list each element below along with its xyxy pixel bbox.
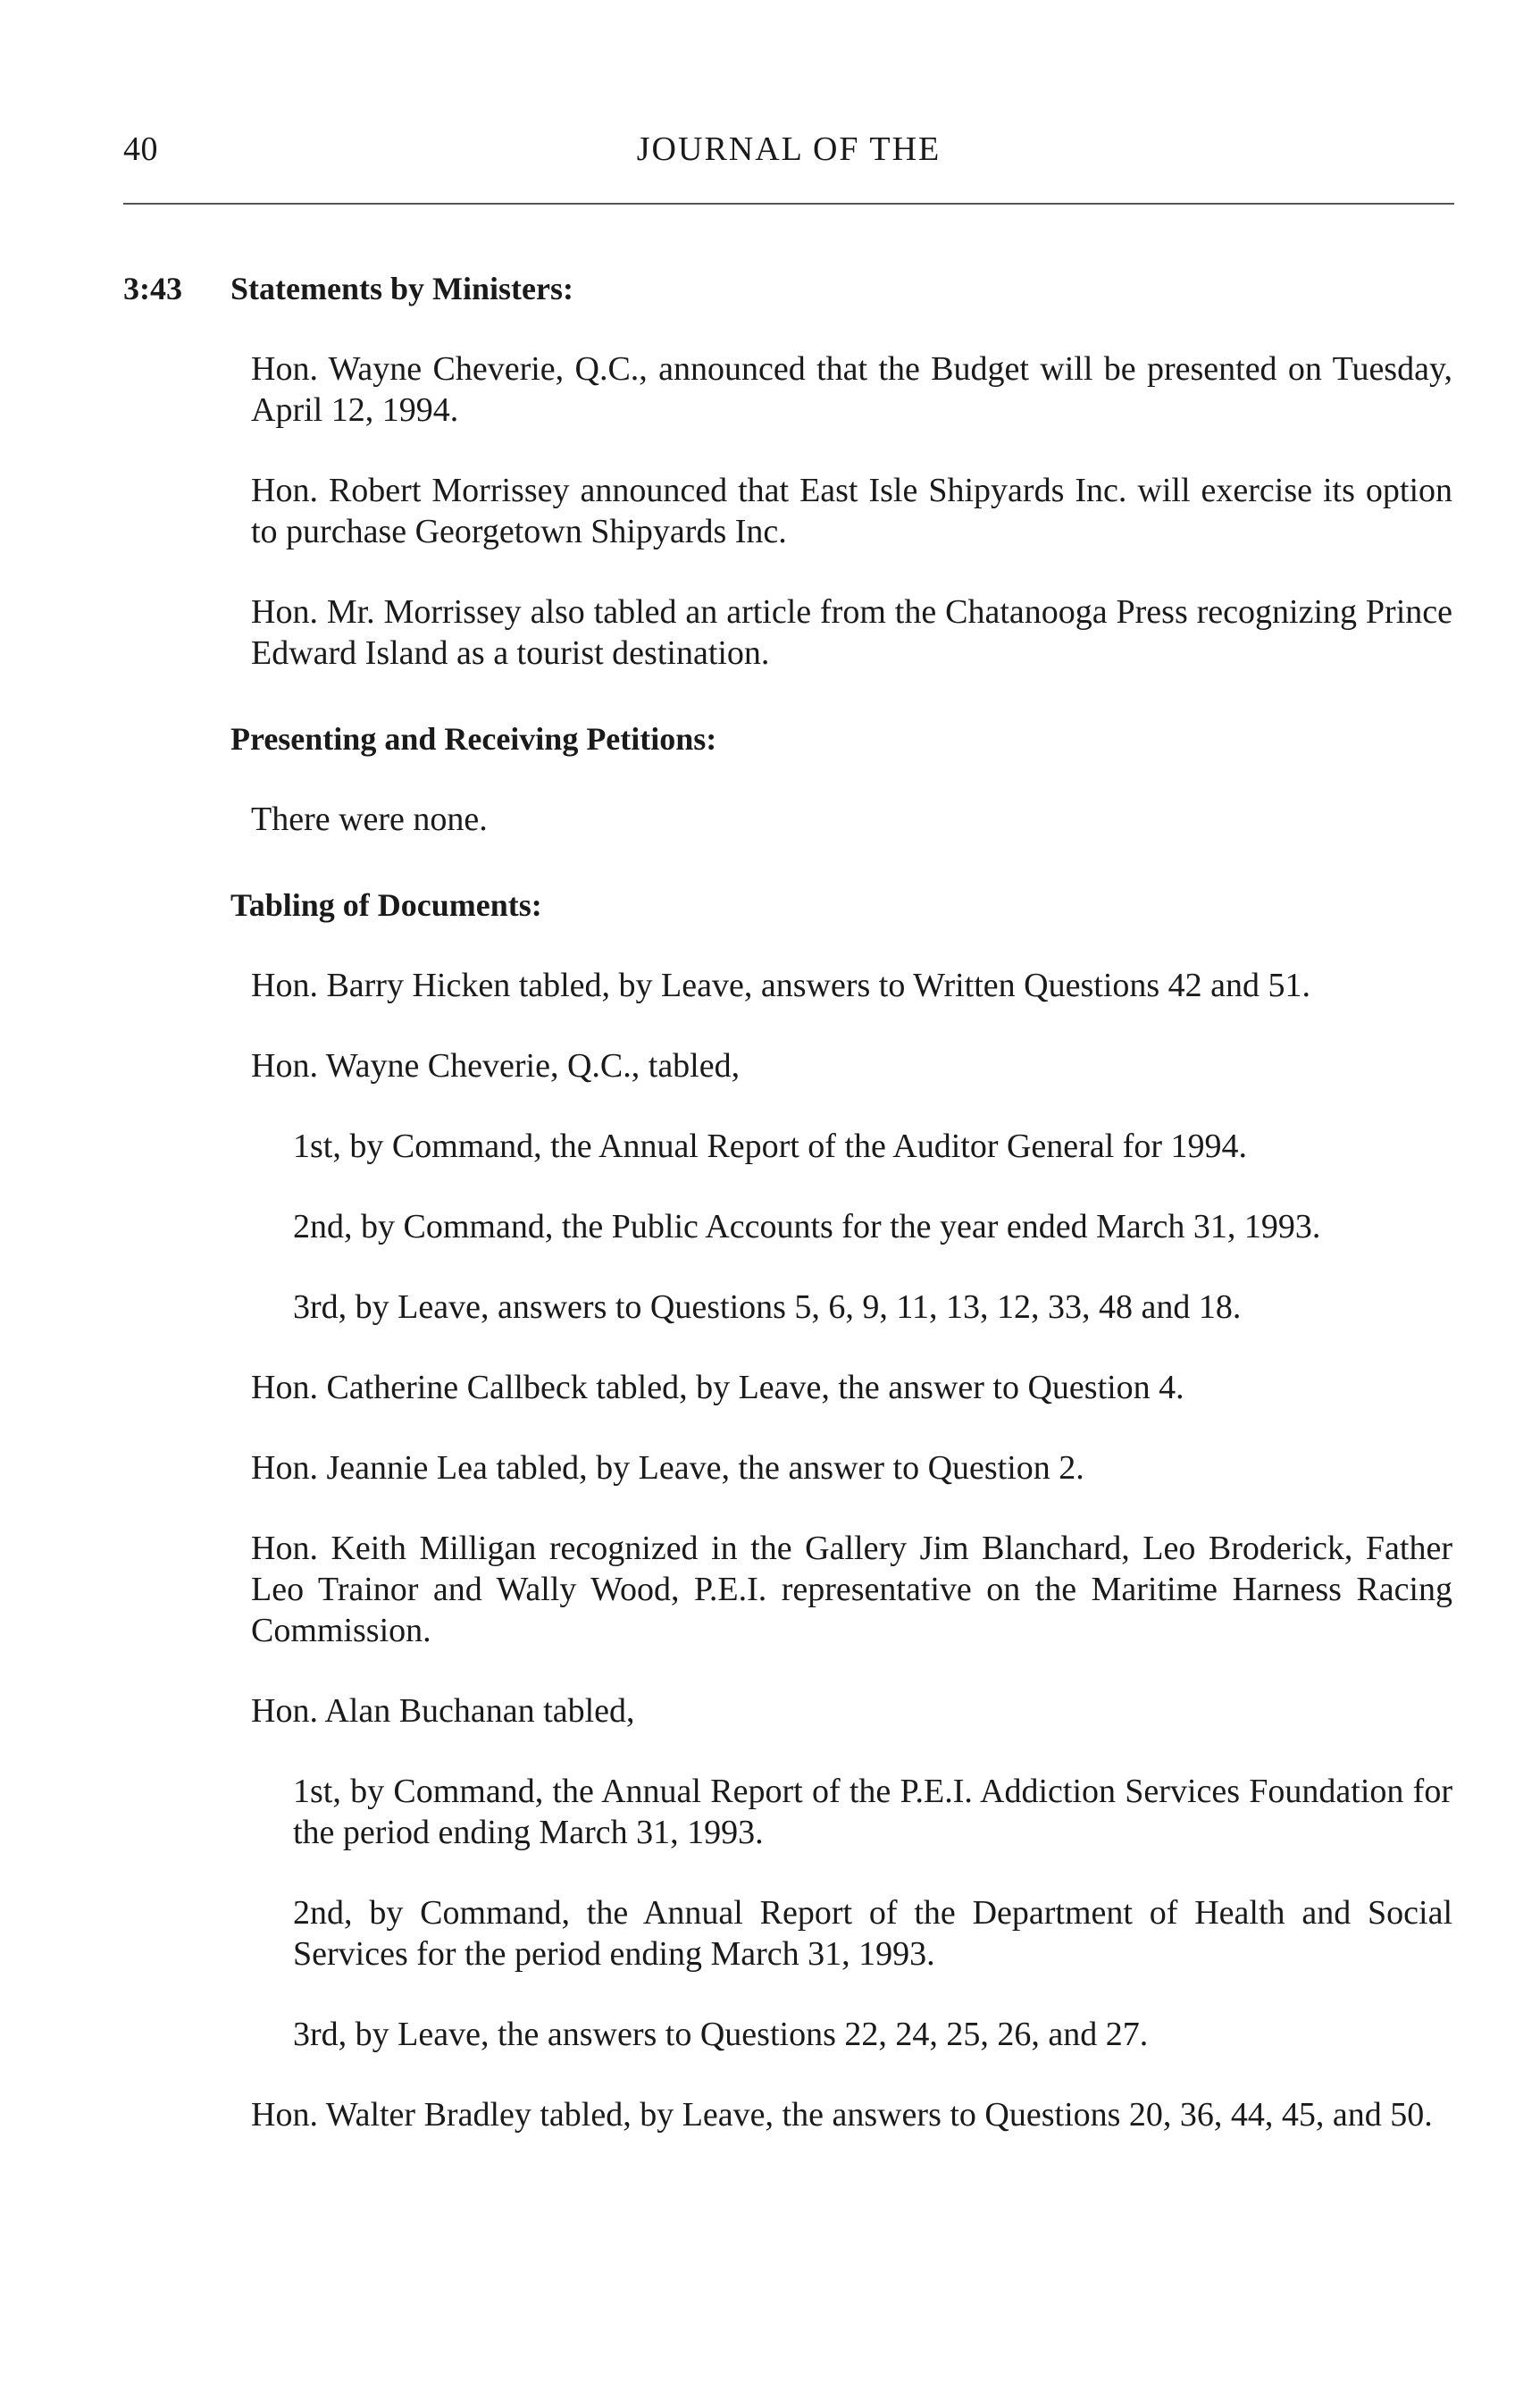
heading-text: Statements by Ministers: [230,271,573,306]
section-heading-documents: Tabling of Documents: [230,887,542,923]
minister-statement: Hon. Robert Morrissey announced that East Isle Shipyards Inc. will exercise its option to purchase Georgetown Shipyards Inc. [251,472,1452,550]
minister-statement: Hon. Wayne Cheverie, Q.C., announced that the Budget will be presented on Tuesday, April 12, 1994. [251,350,1452,429]
tabling-entry: Hon. Walter Bradley tabled, by Leave, the answers to Questions 20, 36, 44, 45, and 50. [251,2096,1433,2134]
tabled-document: 2nd, by Command, the Public Accounts for the year ended March 31, 1993. [293,1208,1321,1245]
running-head: JOURNAL OF THE [636,130,942,168]
tabling-entry: Hon. Barry Hicken tabled, by Leave, answers to Written Questions 42 and 51. [251,967,1311,1004]
minister-statement: Hon. Mr. Morrissey also tabled an article from the Chatanooga Press recognizing Prince Edward Island as a tourist destination. [251,593,1452,672]
page-header [123,130,1454,174]
tabled-document: 1st, by Command, the Annual Report of the P.E.I. Addiction Services Foundation for the period ending March 31, 1993. [293,1773,1452,1851]
tabled-document: 3rd, by Leave, answers to Questions 5, 6, 9, 11, 13, 12, 33, 48 and 18. [293,1288,1242,1326]
tabled-document: 2nd, by Command, the Annual Report of the Department of Health and Social Services for the period ending March 31, 1993. [293,1894,1452,1973]
journal-content [123,268,1463,2135]
tabled-document: 3rd, by Leave, the answers to Questions 22, 24, 25, 26, and 27. [293,2016,1149,2053]
section-heading-petitions: Presenting and Receiving Petitions: [230,721,717,757]
petitions-text: There were none. [251,801,488,838]
tabled-document: 1st, by Command, the Annual Report of the Auditor General for 1994. [293,1128,1248,1165]
sitting-time: 3:43 [123,271,182,306]
header-rule [123,203,1454,205]
section-heading-ministers [123,268,1463,309]
gallery-recognition: Hon. Keith Milligan recognized in the Gallery Jim Blanchard, Leo Broderick, Father Leo Trainor and Wally Wood, P.E.I. representative on the Maritime Harness Racing Commission. [251,1530,1452,1649]
tabling-entry: Hon. Wayne Cheverie, Q.C., tabled, [251,1047,741,1085]
tabling-entry: Hon. Jeannie Lea tabled, by Leave, the answer to Question 2. [251,1449,1084,1487]
tabling-entry: Hon. Catherine Callbeck tabled, by Leave, the answer to Question 4. [251,1369,1184,1406]
page-number: 40 [123,130,158,168]
tabling-entry: Hon. Alan Buchanan tabled, [251,1692,635,1730]
